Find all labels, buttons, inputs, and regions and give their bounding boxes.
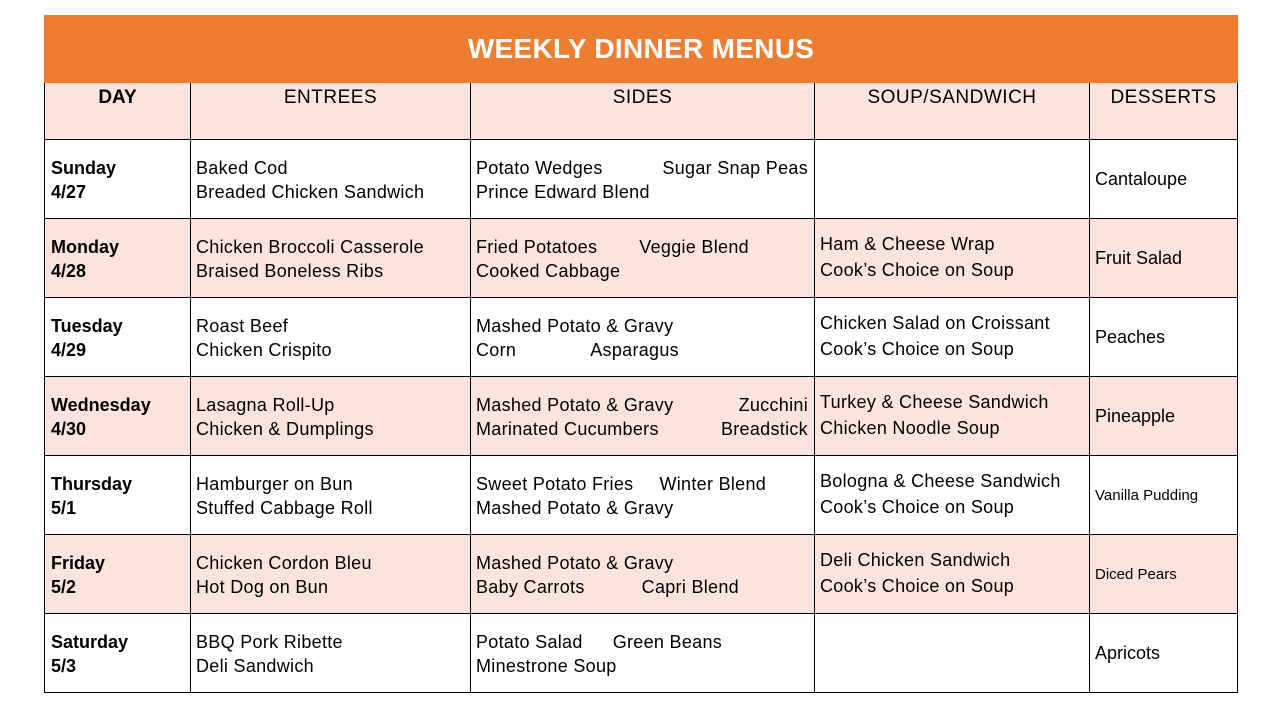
side-item: Asparagus bbox=[590, 340, 679, 360]
header-sides: SIDES bbox=[471, 83, 815, 140]
day-cell bbox=[45, 140, 191, 219]
entree-item: BBQ Pork Ribette bbox=[196, 632, 343, 652]
weekly-dinner-menu-table bbox=[44, 15, 1238, 693]
entrees-cell bbox=[191, 298, 471, 377]
sides-cell bbox=[471, 614, 815, 693]
menu-title: WEEKLY DINNER MENUS bbox=[45, 16, 1238, 83]
table-row bbox=[45, 298, 1238, 377]
dessert-cell: Vanilla Pudding bbox=[1090, 456, 1238, 535]
soup-item: Ham & Cheese Wrap bbox=[820, 234, 995, 254]
table-row bbox=[45, 614, 1238, 693]
soup-item: Deli Chicken Sandwich bbox=[820, 550, 1011, 570]
side-item: Mashed Potato & Gravy bbox=[476, 498, 674, 518]
table-row bbox=[45, 219, 1238, 298]
soup-item: Cook’s Choice on Soup bbox=[820, 339, 1015, 359]
day-date: 4/27 bbox=[51, 182, 87, 202]
table-row bbox=[45, 456, 1238, 535]
side-item: Potato Salad bbox=[476, 632, 583, 652]
entrees-cell bbox=[191, 219, 471, 298]
side-item: Minestrone Soup bbox=[476, 656, 617, 676]
sides-cell bbox=[471, 298, 815, 377]
side-item: Zucchini bbox=[738, 395, 808, 415]
dessert-cell: Pineapple bbox=[1090, 377, 1238, 456]
entrees-cell bbox=[191, 377, 471, 456]
sides-cell bbox=[471, 456, 815, 535]
day-name: Saturday bbox=[51, 632, 129, 652]
day-name: Thursday bbox=[51, 474, 133, 494]
day-date: 5/1 bbox=[51, 498, 77, 518]
entree-item: Stuffed Cabbage Roll bbox=[196, 498, 373, 518]
entree-item: Baked Cod bbox=[196, 158, 288, 178]
side-item: Cooked Cabbage bbox=[476, 261, 621, 281]
dessert-cell: Peaches bbox=[1090, 298, 1238, 377]
side-item: Sweet Potato Fries bbox=[476, 474, 634, 494]
side-item: Mashed Potato & Gravy bbox=[476, 553, 674, 573]
day-cell bbox=[45, 219, 191, 298]
header-day: DAY bbox=[45, 83, 191, 140]
soup-sandwich-cell bbox=[815, 140, 1090, 219]
side-item: Fried Potatoes bbox=[476, 237, 598, 257]
day-name: Sunday bbox=[51, 158, 117, 178]
entree-item: Chicken & Dumplings bbox=[196, 419, 374, 439]
soup-item: Chicken Noodle Soup bbox=[820, 418, 1000, 438]
side-item: Potato Wedges bbox=[476, 158, 603, 178]
entree-item: Hamburger on Bun bbox=[196, 474, 353, 494]
side-item: Winter Blend bbox=[659, 474, 767, 494]
dessert-cell: Diced Pears bbox=[1090, 535, 1238, 614]
entree-item: Roast Beef bbox=[196, 316, 289, 336]
table-row bbox=[45, 377, 1238, 456]
side-item: Mashed Potato & Gravy bbox=[476, 316, 674, 336]
soup-item: Chicken Salad on Croissant bbox=[820, 313, 1050, 333]
day-name: Friday bbox=[51, 553, 106, 573]
entree-item: Breaded Chicken Sandwich bbox=[196, 182, 425, 202]
header-desserts: DESSERTS bbox=[1090, 83, 1238, 140]
entree-item: Deli Sandwich bbox=[196, 656, 314, 676]
entrees-cell bbox=[191, 535, 471, 614]
entree-item: Chicken Broccoli Casserole bbox=[196, 237, 424, 257]
soup-sandwich-cell bbox=[815, 614, 1090, 693]
soup-item: Cook’s Choice on Soup bbox=[820, 576, 1015, 596]
day-date: 4/30 bbox=[51, 419, 87, 439]
soup-item: Turkey & Cheese Sandwich bbox=[820, 392, 1049, 412]
side-item: Capri Blend bbox=[641, 577, 739, 597]
dessert-cell: Fruit Salad bbox=[1090, 219, 1238, 298]
day-cell bbox=[45, 377, 191, 456]
soup-sandwich-cell bbox=[815, 456, 1090, 535]
side-item: Mashed Potato & Gravy bbox=[476, 395, 674, 415]
side-item: Baby Carrots bbox=[476, 577, 585, 597]
day-cell bbox=[45, 535, 191, 614]
dessert-cell: Apricots bbox=[1090, 614, 1238, 693]
table-row bbox=[45, 535, 1238, 614]
day-name: Wednesday bbox=[51, 395, 151, 415]
sides-cell bbox=[471, 219, 815, 298]
sides-cell bbox=[471, 140, 815, 219]
side-item: Sugar Snap Peas bbox=[662, 158, 808, 178]
side-item: Marinated Cucumbers bbox=[476, 419, 659, 439]
sides-cell bbox=[471, 535, 815, 614]
table-row bbox=[45, 140, 1238, 219]
soup-sandwich-cell bbox=[815, 298, 1090, 377]
day-date: 4/28 bbox=[51, 261, 87, 281]
soup-sandwich-cell bbox=[815, 219, 1090, 298]
entree-item: Lasagna Roll-Up bbox=[196, 395, 335, 415]
side-item: Veggie Blend bbox=[639, 237, 749, 257]
header-soup-sandwich: SOUP/SANDWICH bbox=[815, 83, 1090, 140]
header-entrees: ENTREES bbox=[191, 83, 471, 140]
day-date: 5/2 bbox=[51, 577, 77, 597]
soup-item: Bologna & Cheese Sandwich bbox=[820, 471, 1061, 491]
soup-sandwich-cell bbox=[815, 535, 1090, 614]
sides-cell bbox=[471, 377, 815, 456]
entree-item: Chicken Crispito bbox=[196, 340, 332, 360]
day-date: 4/29 bbox=[51, 340, 87, 360]
day-name: Monday bbox=[51, 237, 120, 257]
side-item: Corn bbox=[476, 340, 517, 360]
dessert-cell: Cantaloupe bbox=[1090, 140, 1238, 219]
entree-item: Hot Dog on Bun bbox=[196, 577, 329, 597]
side-item: Prince Edward Blend bbox=[476, 182, 650, 202]
entrees-cell bbox=[191, 140, 471, 219]
entrees-cell bbox=[191, 456, 471, 535]
side-item: Breadstick bbox=[720, 419, 808, 439]
day-name: Tuesday bbox=[51, 316, 123, 336]
soup-item: Cook’s Choice on Soup bbox=[820, 497, 1015, 517]
entree-item: Braised Boneless Ribs bbox=[196, 261, 384, 281]
side-item: Green Beans bbox=[612, 632, 723, 652]
entrees-cell bbox=[191, 614, 471, 693]
entree-item: Chicken Cordon Bleu bbox=[196, 553, 372, 573]
soup-item: Cook’s Choice on Soup bbox=[820, 260, 1015, 280]
day-cell bbox=[45, 614, 191, 693]
day-date: 5/3 bbox=[51, 656, 77, 676]
day-cell bbox=[45, 456, 191, 535]
soup-sandwich-cell bbox=[815, 377, 1090, 456]
day-cell bbox=[45, 298, 191, 377]
